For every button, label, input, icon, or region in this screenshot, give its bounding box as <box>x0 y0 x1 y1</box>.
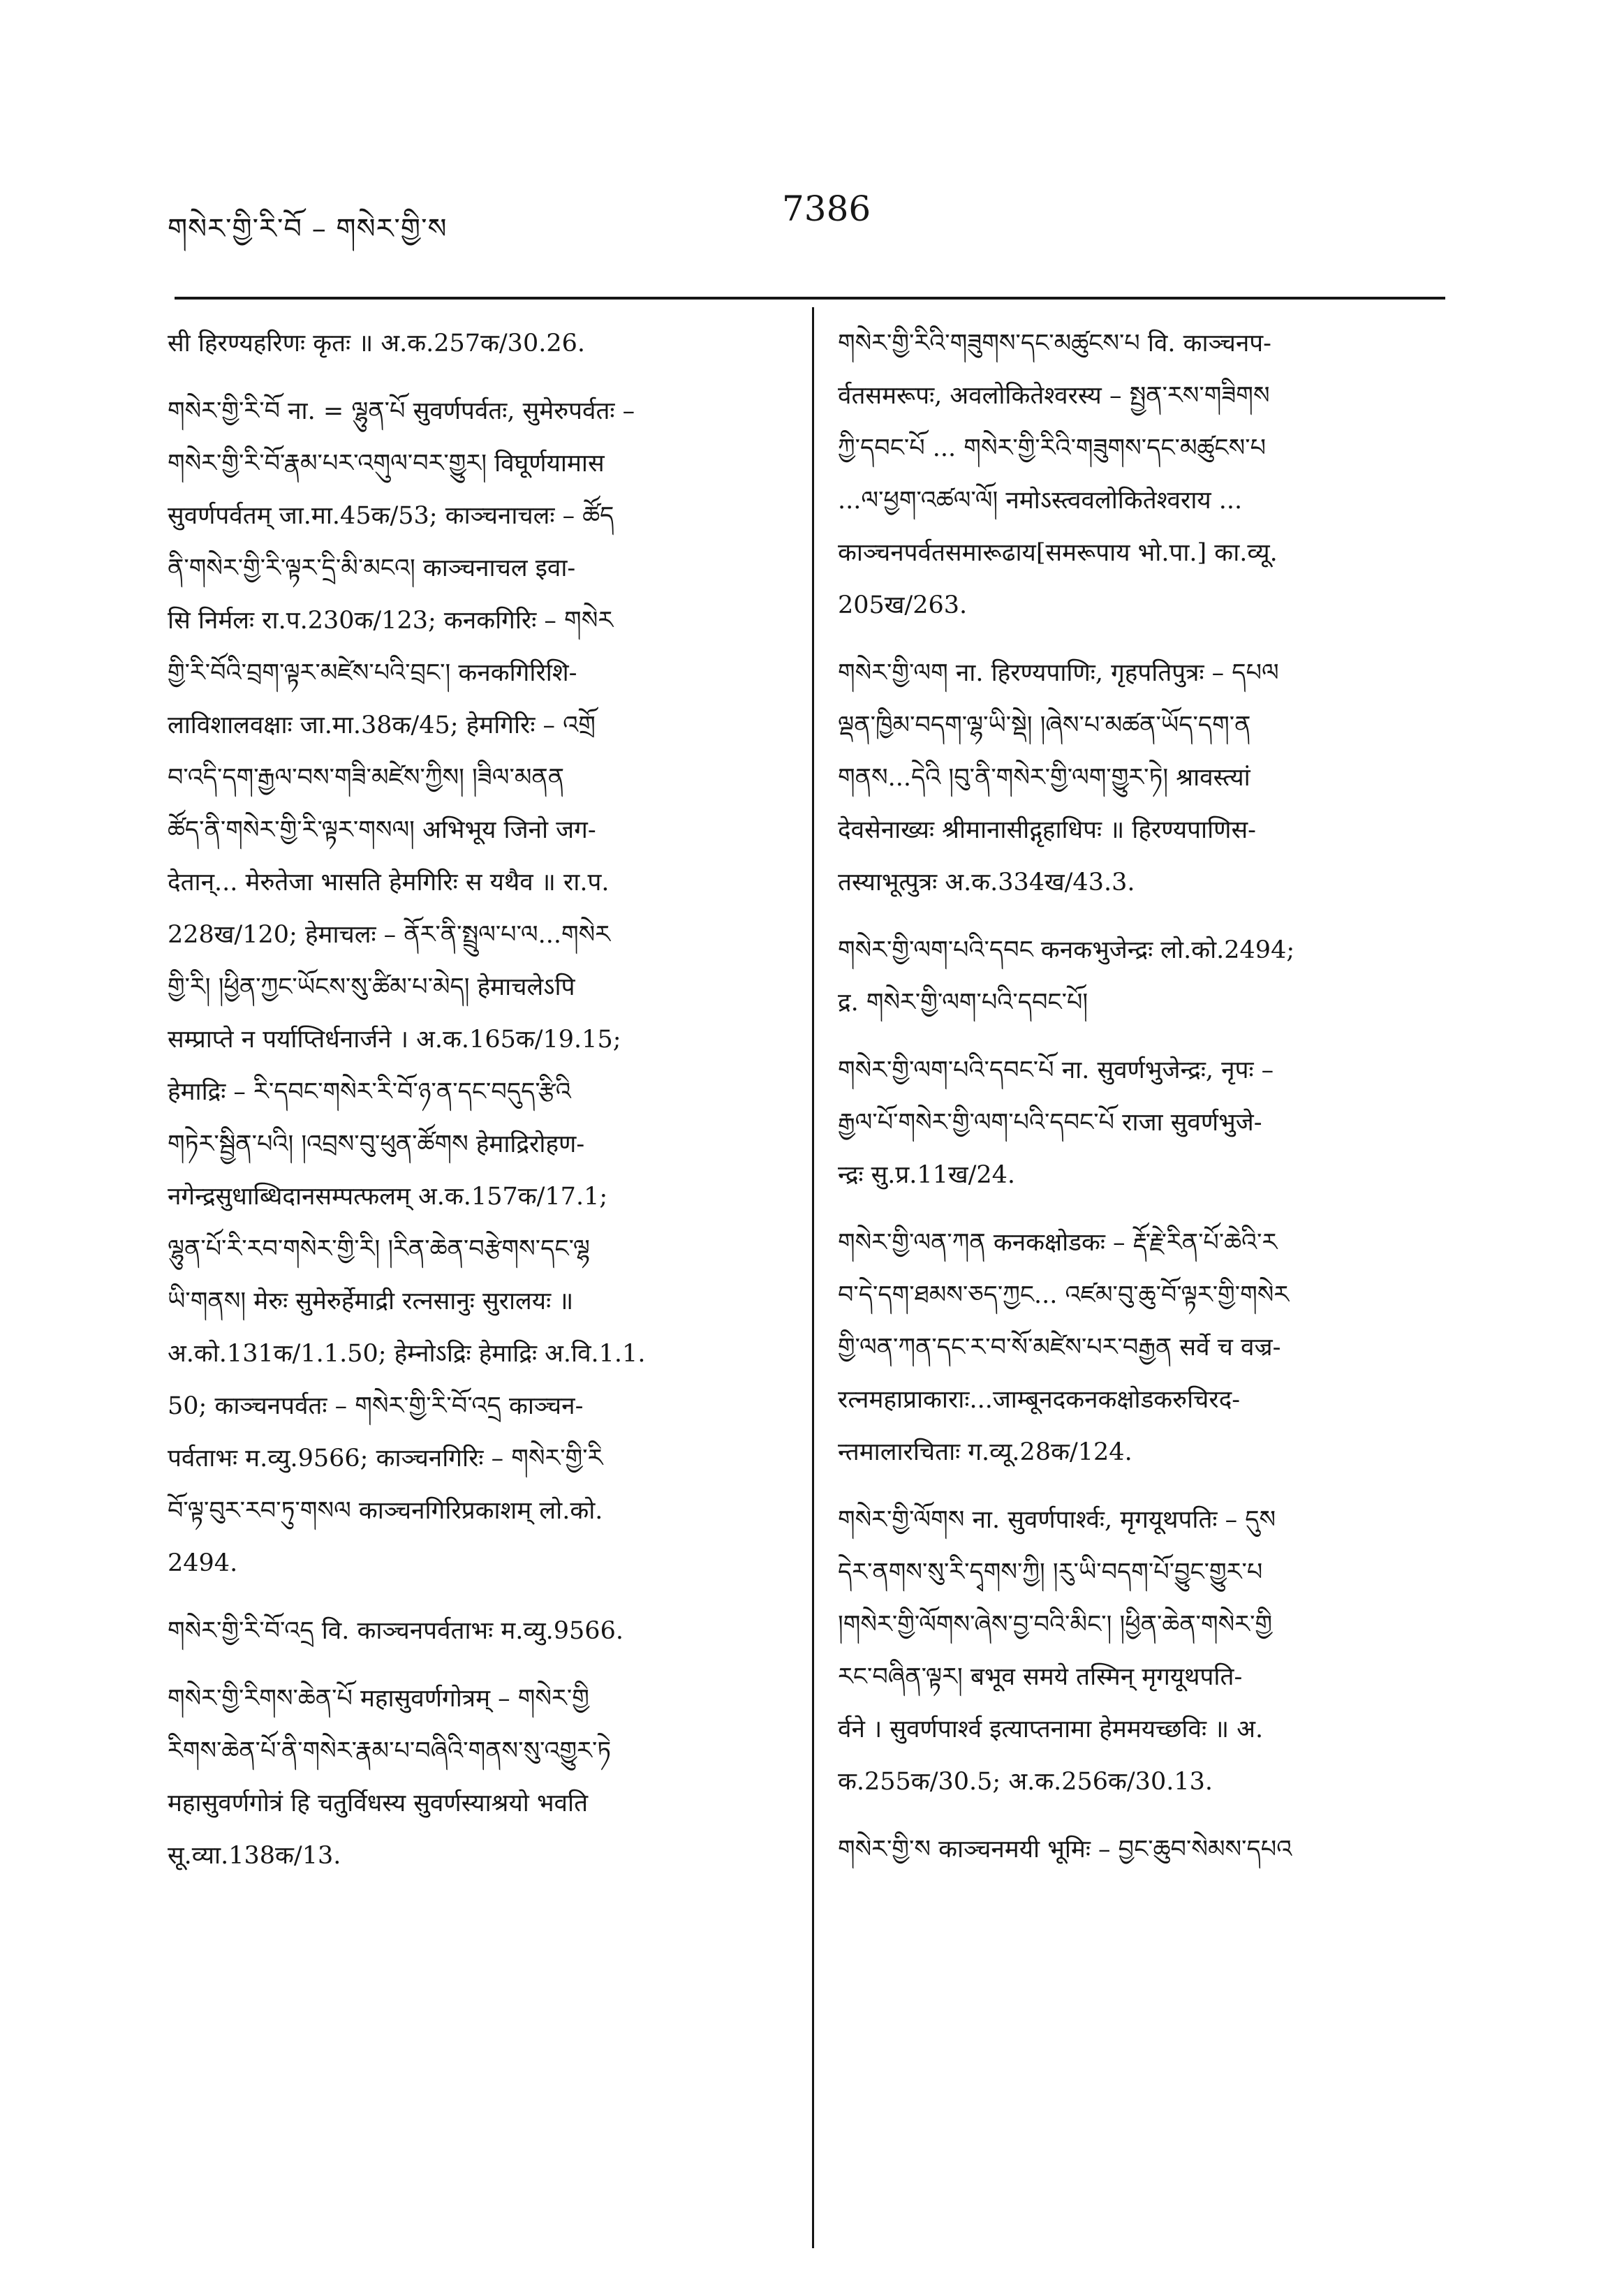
entry-line: གསེར་གྱི་རིགས་ཆེན་པོ महासुवर्णगोत्रम् – གསེར་གྱི <box>168 1685 589 1713</box>
dictionary-entry <box>838 1824 1452 1876</box>
entry-line: पर्वताभः म.व्यु.9566; काञ्चनगिरिः – གསེར་གྱི་རི <box>168 1445 603 1473</box>
entry-line: सू.व्या.138क/13. <box>168 1842 341 1870</box>
right-column <box>838 318 1452 1891</box>
entry-line: महासुवर्णगोत्रं हि चतुर्विधस्य सुवर्णस्याश्रयो भवति <box>168 1789 589 1817</box>
entry-line: सी हिरण्यहरिणः कृतः ॥ अ.क.257क/30.26. <box>168 330 585 357</box>
dictionary-entry <box>838 1045 1452 1202</box>
entry-line: नगेन्द्रसुधाब्धिदानसम्पत्फलम् अ.क.157क/17.1; <box>168 1183 608 1211</box>
entry-line: རང་བཞིན་ལྟར། बभूव समये तस्मिन् मृगयूथपति- <box>838 1663 1243 1691</box>
entry-line: གསེར་གྱི་ལག་པའི་དབང་པོ ना. सुवर्णभुजेन्द्रः, नृपः – <box>838 1056 1274 1084</box>
entry-line: རིགས་ཆེན་པོ་ནི་གསེར་རྣམ་པ་བཞིའི་གནས་སུ་འགྱུར་ཏེ <box>168 1737 612 1765</box>
entry-line: གསེར་གྱི་རི་བོ་རྣམ་པར་འགུལ་བར་གྱུར། विघूर्णयामास <box>168 450 605 478</box>
entry-line: བ་དེ་དག་ཐམས་ཅད་ཀྱང... འཛམ་བུ་ཆུ་བོ་ལྟར་གྱི་གསེར <box>838 1281 1290 1309</box>
entry-line: གསེར་གྱི་རི་བོ་འདྲ वि. काञ्चनपर्वताभः म.व्यु.9566. <box>168 1617 623 1645</box>
entry-line: བོ་ལྟ་བུར་རབ་ཏུ་གསལ काञ्चनगिरिप्रकाशम् लो.को. <box>168 1497 603 1525</box>
entry-line: ནི་གསེར་གྱི་རི་ལྟར་དྲི་མི་མངའ། काञ्चनाचल इवा- <box>168 554 576 582</box>
dictionary-entry <box>838 1494 1452 1808</box>
entry-line: གྱི་རི་བོའི་བྲག་ལྟར་མཛེས་པའི་བྲང་། कनकगिरिशि- <box>168 659 577 687</box>
entry-line: 2494. <box>168 1549 238 1577</box>
running-head: གསེར་གྱི་རི་བོ – གསེར་གྱི་ས <box>168 213 448 245</box>
entry-line: གསེར་གྱི་ལན་ཀན कनकक्षोडकः – རྡོ་རྗེ་རིན་པོ་ཆེའི་ར <box>838 1229 1278 1257</box>
entry-line: न्द्रः सु.प्र.11ख/24. <box>838 1161 1016 1189</box>
entry-line: 205ख/263. <box>838 591 968 619</box>
column-rule <box>812 307 814 2248</box>
entry-line: देवसेनाख्यः श्रीमानासीद्गृहाधिपः ॥ हिरण्यपाणिस- <box>838 816 1256 844</box>
entry-line: ...ལ་ཕྱག་འཚལ་ལོ། नमोऽस्त्ववलोकितेश्वराय ... <box>838 487 1243 515</box>
entry-line: र्वने । सुवर्णपार्श्व इत्याप्तनामा हेममयच्छविः ॥ अ. <box>838 1715 1264 1743</box>
entry-line: द्र. གསེར་གྱི་ལག་པའི་དབང་པོ། <box>838 989 1088 1017</box>
dictionary-entry <box>168 318 782 370</box>
dictionary-entry <box>168 385 782 1590</box>
entry-line: लाविशालवक्षाः जा.मा.38क/45; हेमगिरिः – འགྲོ <box>168 711 596 739</box>
entry-line: सम्प्राप्ते न पर्याप्तिर्धनार्जने । अ.क.165क/19.15; <box>168 1026 621 1054</box>
entry-line: अ.को.131क/1.1.50; हेम्नोऽद्रिः हेमाद्रिः अ.वि.1.1. <box>168 1340 646 1368</box>
dictionary-entry <box>838 647 1452 909</box>
entry-line: सि निर्मलः रा.प.230क/123; कनकगिरिः – གསེར <box>168 607 614 635</box>
entry-line: 228ख/120; हेमाचलः – ནོར་ནི་སྤྲུལ་པ་ལ...གསེར <box>168 921 611 949</box>
entry-line: ཡི་གནས། मेरुः सुमेरुर्हेमाद्री रत्नसानुः सुरालयः ॥ <box>168 1287 574 1315</box>
entry-line: ཀྱི་དབང་པོ ... གསེར་གྱི་རིའི་གཟུགས་དང་མཚུངས་པ <box>838 434 1267 462</box>
entry-line: གྱི་རི། །ཕྱིན་ཀྱང་ཡོངས་སུ་ཚིམ་པ་མེད། हेमाचलेऽपि <box>168 973 575 1001</box>
entry-line: ལྷུན་པོ་རི་རབ་གསེར་གྱི་རི། །རིན་ཆེན་བརྩེགས་དང་ལྷ <box>168 1235 590 1263</box>
entry-line: བ་འདི་དག་རྒྱལ་བས་གཟི་མཛེས་ཀྱིས། །ཟིལ་མནན <box>168 764 565 792</box>
left-column <box>168 318 782 1898</box>
entry-line: हेमाद्रिः – རི་དབང་གསེར་རི་བོ་ཉ་ན་དང་བདུད་རྩིའི <box>168 1078 571 1106</box>
entry-line: 50; काञ्चनपर्वतः – གསེར་གྱི་རི་བོ་འདྲ काञ्चन- <box>168 1392 584 1420</box>
dictionary-entry <box>168 1605 782 1658</box>
entry-line: ཚོད་ནི་གསེར་གྱི་རི་ལྟར་གསལ། अभिभूय जिनो जग- <box>168 816 596 844</box>
entry-line: གསེར་གྱི་རིའི་གཟུགས་དང་མཚུངས་པ वि. काञ्चनप- <box>838 330 1271 357</box>
entry-line: न्तमालारचिताः ग.व्यू.28क/124. <box>838 1438 1132 1466</box>
page-number: 7386 <box>782 189 871 229</box>
header-rule <box>175 297 1445 300</box>
entry-line: གཏེར་སྦྱིན་པའི། །འབྲས་བུ་ཕུན་ཚོགས हेमाद्रिरोहण- <box>168 1130 585 1158</box>
entry-line: དེར་ནགས་སུ་རི་དྭགས་ཀྱི། །རུ་ཡི་བདག་པོ་བྱུང་གྱུར་པ <box>838 1558 1263 1586</box>
entry-line: གསེར་གྱི་ས काञ्चनमयी भूमिः – བྱང་ཆུབ་སེམས་དཔའ <box>838 1836 1292 1863</box>
page-header <box>168 189 1445 251</box>
dictionary-entry <box>838 1217 1452 1479</box>
entry-line: तस्याभूत्पुत्रः अ.क.334ख/43.3. <box>838 869 1135 896</box>
entry-line: सुवर्णपर्वतम् जा.मा.45क/53; काञ्चनाचलः – ཚོད <box>168 502 614 530</box>
entry-line: གནས...དེའི །བུ་ནི་གསེར་གྱི་ལག་གྱུར་ཏེ། श्रावस्त्यां <box>838 764 1250 792</box>
dictionary-entry <box>838 318 1452 632</box>
entry-line: གསེར་གྱི་ལག ना. हिरण्यपाणिः, गृहपतिपुत्रः – དཔལ <box>838 659 1279 687</box>
entry-line: གསེར་གྱི་ལག་པའི་དབང कनकभुजेन्द्रः लो.को.2494; <box>838 936 1295 964</box>
entry-line: གསེར་གྱི་རི་བོ ना. = ལྷུན་པོ सुवर्णपर्वतः, सुमेरुपर्वतः – <box>168 397 635 425</box>
entry-line: क.255क/30.5; अ.क.256क/30.13. <box>838 1768 1213 1796</box>
dictionary-entry <box>168 1673 782 1882</box>
entry-line: གྱི་ལན་ཀན་དང་ར་བ་སོ་མཛེས་པར་བརྒྱན सर्वे च वज्र- <box>838 1334 1281 1361</box>
entry-line: རྒྱལ་པོ་གསེར་གྱི་ལག་པའི་དབང་པོ राजा सुवर्णभुजे- <box>838 1109 1262 1137</box>
entry-line: देतान्... मेरुतेजा भासति हेमगिरिः स यथैव ॥ रा.प. <box>168 869 610 896</box>
entry-line: གསེར་གྱི་ལོགས ना. सुवर्णपार्श्वः, मृगयूथपतिः – དུས <box>838 1506 1276 1534</box>
dictionary-entry <box>838 924 1452 1029</box>
entry-line: र्वतसमरूपः, अवलोकितेश्वरस्य – སྤྱན་རས་གཟིགས <box>838 382 1270 410</box>
entry-line: रत्नमहाप्राकाराः...जाम्बूनदकनकक्षोडकरुचिरद- <box>838 1386 1241 1414</box>
entry-line: काञ्चनपर्वतसमारूढाय[समरूपाय भो.पा.] का.व्यू. <box>838 539 1278 567</box>
entry-line: ལྡན་ཁྱིམ་བདག་ལྷ་ཡི་སྡེ། །ཞེས་པ་མཚན་ཡོད་དག་ན <box>838 711 1251 739</box>
entry-line: །གསེར་གྱི་ལོགས་ཞེས་བྱ་བའི་མིང་། །ཕྱིན་ཆེན་གསེར་གྱི <box>838 1611 1273 1639</box>
